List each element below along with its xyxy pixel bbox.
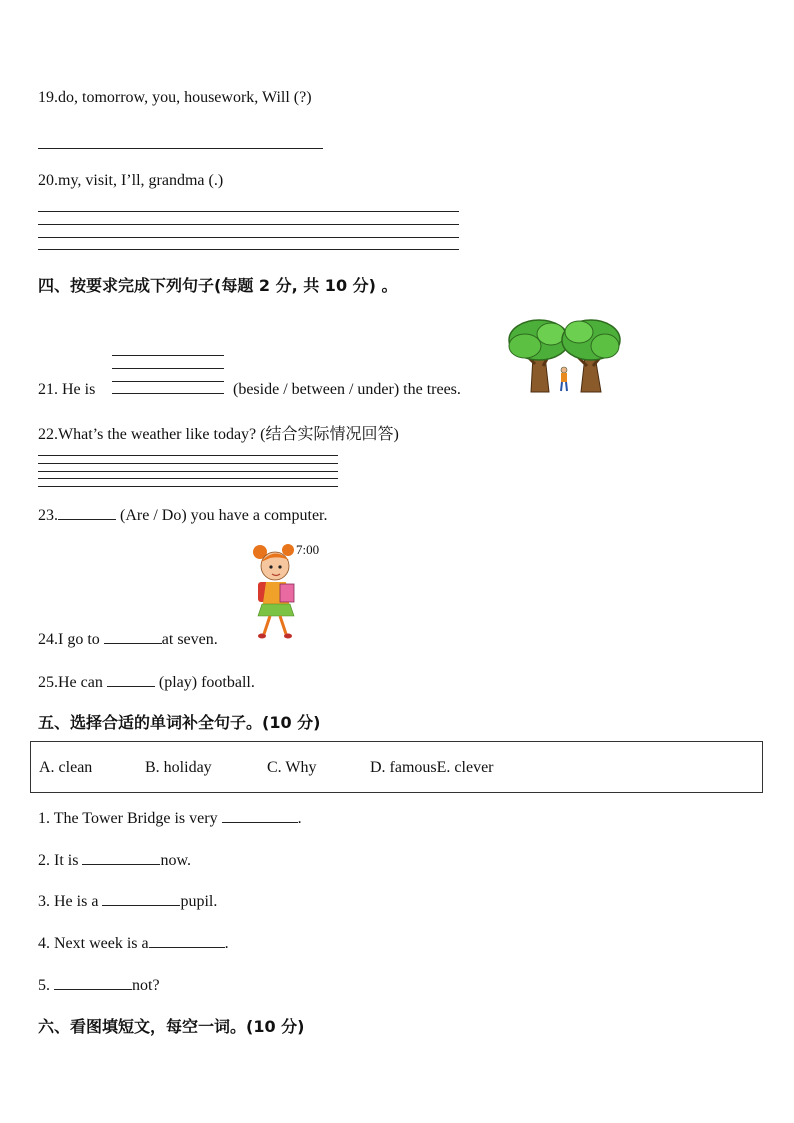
question-20: 20.my, visit, I’ll, grandma (.) [38,172,224,189]
answer-blank-23[interactable] [58,505,116,520]
question-24-prefix: 24.I go to [38,631,100,648]
answer-line-20c[interactable] [38,237,459,238]
girl-going-to-school-illustration [250,544,302,642]
question-25 [38,672,255,692]
answer-line-20b[interactable] [38,224,459,225]
word-bank-box [30,741,763,793]
fill-item-4-prefix: 4. Next week is a [38,935,149,952]
answer-line-21b[interactable] [112,368,224,369]
answer-line-22a[interactable] [38,455,338,456]
fill-item-4 [38,933,229,953]
fill-item-2 [38,850,191,870]
word-option-d-e: D. famousE. clever [370,759,494,776]
fill-item-1-prefix: 1. The Tower Bridge is very [38,810,218,827]
question-24 [38,629,218,649]
answer-blank-s5-2[interactable] [82,850,160,865]
question-21-suffix: (beside / between / under) the trees. [233,381,461,398]
answer-blank-s5-1[interactable] [222,808,298,823]
answer-line-22c[interactable] [38,471,338,472]
question-25-suffix: (play) football. [158,674,255,691]
fill-item-5-suffix: not? [132,977,160,994]
question-23 [38,505,327,525]
answer-line-22d[interactable] [38,478,338,479]
question-23-suffix: (Are / Do) you have a computer. [120,507,328,524]
question-22: 22.What’s the weather like today? (结合实际情况回答) [38,426,399,443]
answer-blank-24[interactable] [104,629,162,644]
fill-item-2-prefix: 2. It is [38,852,79,869]
fill-item-5 [38,975,160,995]
word-option-b: B. holiday [145,759,212,776]
answer-line-21a[interactable] [112,355,224,356]
answer-blank-25[interactable] [107,672,155,687]
question-23-prefix: 23. [38,507,58,524]
section-4-heading: 四、按要求完成下列句子(每题 2 分, 共 10 分) 。 [38,276,398,295]
answer-line-21c[interactable] [112,381,224,382]
section-5-heading: 五、选择合适的单词补全句子。(10 分) [38,713,321,732]
question-24-suffix: at seven. [161,631,218,648]
answer-line-21d[interactable] [112,393,224,394]
fill-item-1-suffix: . [297,810,302,827]
trees-illustration [505,316,623,394]
fill-item-3-prefix: 3. He is a [38,893,99,910]
fill-item-3-suffix: pupil. [180,893,218,910]
answer-line-20d[interactable] [38,249,459,250]
section-6-heading: 六、看图填短文，每空一词。(10 分) [38,1017,305,1036]
fill-item-2-suffix: now. [160,852,191,869]
question-21-prefix: 21. He is [38,381,96,398]
question-19: 19.do, tomorrow, you, housework, Will (?) [38,89,312,106]
word-option-c: C. Why [267,759,317,776]
answer-line-22e[interactable] [38,486,338,487]
answer-line-20a[interactable] [38,211,459,212]
answer-blank-s5-5[interactable] [54,975,132,990]
fill-item-5-prefix: 5. [38,977,50,994]
fill-item-4-suffix: . [224,935,229,952]
answer-line-19[interactable] [38,148,323,149]
answer-blank-s5-4[interactable] [149,933,225,948]
time-label: 7:00 [296,542,320,557]
fill-item-3 [38,891,217,911]
word-option-a: A. clean [39,759,93,776]
fill-item-1 [38,808,302,828]
answer-line-22b[interactable] [38,463,338,464]
question-25-prefix: 25.He can [38,674,103,691]
answer-blank-s5-3[interactable] [102,891,180,906]
